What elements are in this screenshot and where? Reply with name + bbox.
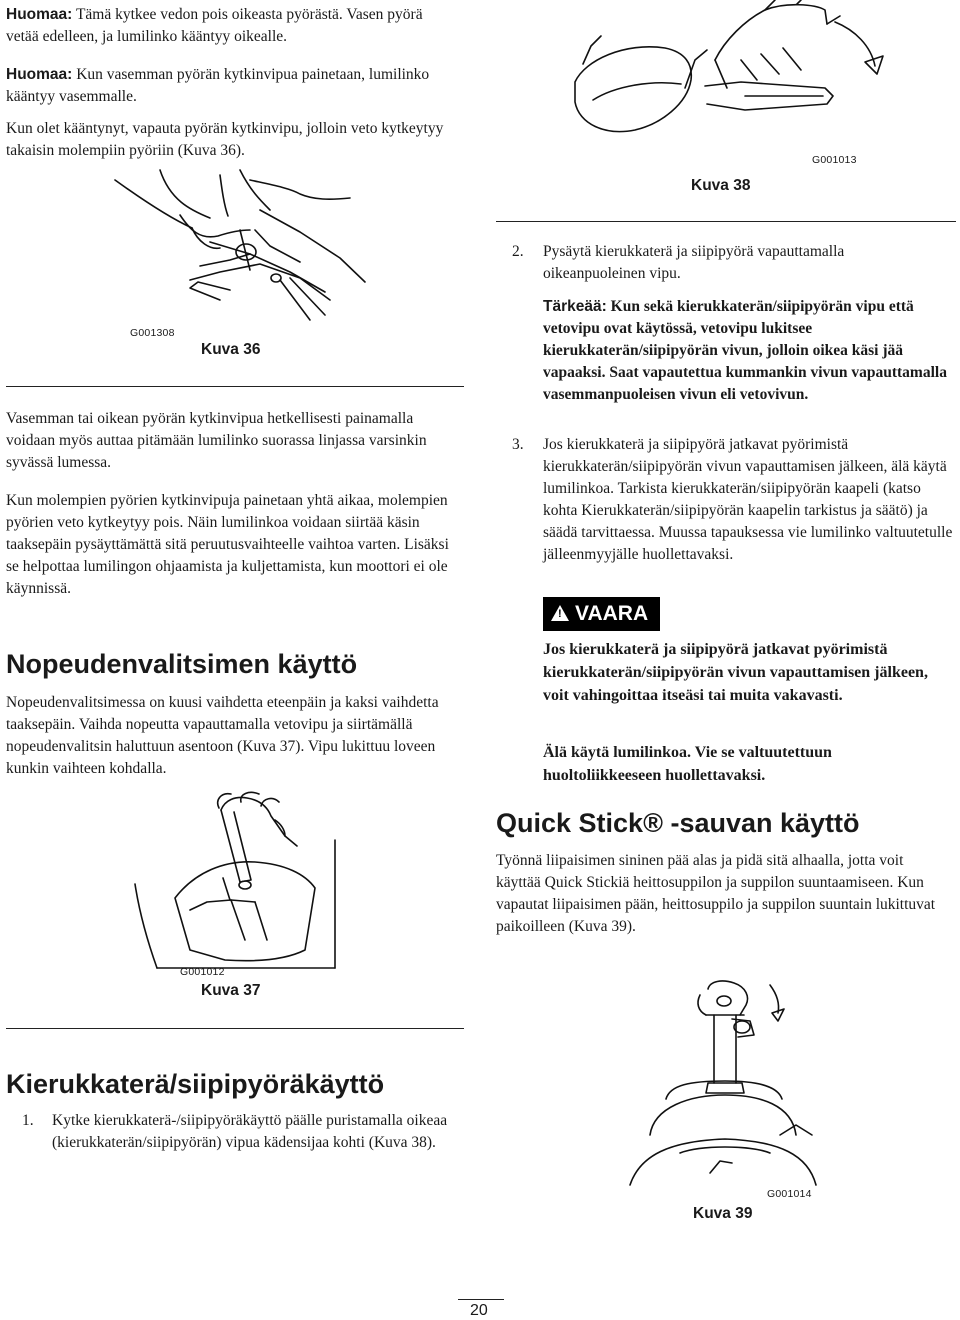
figure-code: G001308 bbox=[130, 327, 175, 339]
warning-badge bbox=[543, 597, 660, 631]
warning-label: VAARA bbox=[575, 602, 649, 625]
warning-text: Älä käytä lumilinkoa. Vie se valtuutettuun huoltoliikkeeseen huollettavaksi. bbox=[543, 744, 832, 784]
note-label: Huomaa: bbox=[6, 66, 73, 83]
step-text: Pysäytä kierukkaterä ja siipipyörä vapauttamalla oikeanpuoleinen vipu. bbox=[543, 243, 845, 282]
paragraph: Kun molempien pyörien kytkinvipuja painetaan yhtä aikaa, molempien pyörien veto kytkeytyy pois. Näin lumilinkoa voidaan siirtää käsin taaksepäin pysäyttämättä sitä peruutusvaihteelle vaihtoa varten. Lisäksi se helpottaa lumilingon ohjaamista ja kuljettamista, kun moottori ei ole käynnissä. bbox=[6, 492, 449, 597]
figure-code: G001012 bbox=[180, 966, 225, 978]
figure-38-illustration bbox=[565, 0, 890, 170]
important-text: Kun sekä kierukkaterän/siipipyörän vipu että vetovipu ovat käytössä, vetovipu lukitsee kierukkaterän/siipipyörän vivun, jolloin oikea käsi jää vapaaksi. Saat vapautettua kummankin vivun vapauttamalla vasemmanpuoleisen vivun eli vetovivun. bbox=[543, 298, 947, 403]
step-text: Kytke kierukkaterä-/siipipyöräkäyttö päälle puristamalla oikeaa (kierukkaterän/siipipyörän) vipua kädensijaa kohti (Kuva 38). bbox=[52, 1112, 448, 1151]
divider bbox=[6, 386, 464, 387]
section-heading: Quick Stick® -sauvan käyttö bbox=[496, 808, 860, 838]
note-1 bbox=[6, 4, 446, 48]
note-label: Huomaa: bbox=[6, 6, 73, 23]
section-heading: Kierukkaterä/siipipyöräkäyttö bbox=[6, 1069, 385, 1099]
figure-caption: Kuva 37 bbox=[201, 982, 261, 999]
step-number: 1. bbox=[22, 1112, 34, 1129]
important-label: Tärkeää: bbox=[543, 298, 607, 315]
warning-icon: ! bbox=[551, 605, 569, 621]
figure-code: G001013 bbox=[812, 154, 857, 166]
figure-39-illustration bbox=[620, 975, 820, 1195]
figure-caption: Kuva 36 bbox=[201, 341, 261, 358]
warning-text: Jos kierukkaterä ja siipipyörä jatkavat pyörimistä kierukkaterän/siipipyörän vivun vapauttamisen jälkeen, voit vahingoittaa itseäsi tai muita vakavasti. bbox=[543, 641, 928, 704]
divider bbox=[496, 221, 956, 222]
step-number: 2. bbox=[512, 243, 524, 260]
important-note bbox=[543, 296, 953, 406]
figure-caption: Kuva 38 bbox=[691, 177, 751, 194]
paragraph: Kun olet kääntynyt, vapauta pyörän kytkinvipu, jolloin veto kytkeytyy takaisin molempiin pyöriin (Kuva 36). bbox=[6, 120, 444, 159]
section-heading: Nopeudenvalitsimen käyttö bbox=[6, 649, 358, 679]
divider bbox=[6, 1028, 464, 1029]
paragraph: Nopeudenvalitsimessa on kuusi vaihdetta eteenpäin ja kaksi vaihdetta taaksepäin. Vaihda nopeutta vapauttamalla vetovipu ja siirtämällä nopeudenvalitsin haluttuun asentoon (Kuva 37). Vipu lukittuu loveen kunkin vaihteen kohdalla. bbox=[6, 694, 439, 777]
note-2 bbox=[6, 64, 456, 108]
step-number: 3. bbox=[512, 436, 524, 453]
note-text: Kun vasemman pyörän kytkinvipua painetaan, lumilinko kääntyy vasemmalle. bbox=[6, 66, 430, 105]
figure-caption: Kuva 39 bbox=[693, 1205, 753, 1222]
paragraph: Työnnä liipaisimen sininen pää alas ja pidä sitä alhaalla, jotta voit käyttää Quick Stickiä heittosuppilon ja suppilon suuntaamiseen. Kun vapautat liipaisimen pään, heittosuppilo ja suppilon suuntain lukittuvat paikoilleen (Kuva 39). bbox=[496, 852, 936, 935]
figure-36-illustration bbox=[100, 170, 370, 330]
step-text: Jos kierukkaterä ja siipipyörä jatkavat pyörimistä kierukkaterän/siipipyörän vivun vapauttamisen jälkeen, älä käytä lumilinkoa. Tarkista kierukkaterän/siipipyörän kaapeli (katso kohta Kierukkaterän/siipipyörän kaapelin tarkistus ja säätö) ja säädä tarvittaessa. Muussa tapauksessa vie lumilinko valtuutetulle jälleenmyyjälle huollettavaksi. bbox=[543, 436, 953, 563]
figure-37-illustration bbox=[135, 790, 335, 970]
paragraph: Vasemman tai oikean pyörän kytkinvipua hetkellisesti painamalla voidaan myös auttaa pitämään lumilinko suorassa linjassa varsinkin syvässä lumessa. bbox=[6, 410, 427, 471]
page-number: 20 bbox=[470, 1302, 488, 1319]
footer-rule bbox=[458, 1299, 504, 1300]
figure-code: G001014 bbox=[767, 1188, 812, 1200]
note-text: Tämä kytkee vedon pois oikeasta pyörästä. Vasen pyörä vetää edelleen, ja lumilinko kääntyy oikealle. bbox=[6, 6, 423, 45]
